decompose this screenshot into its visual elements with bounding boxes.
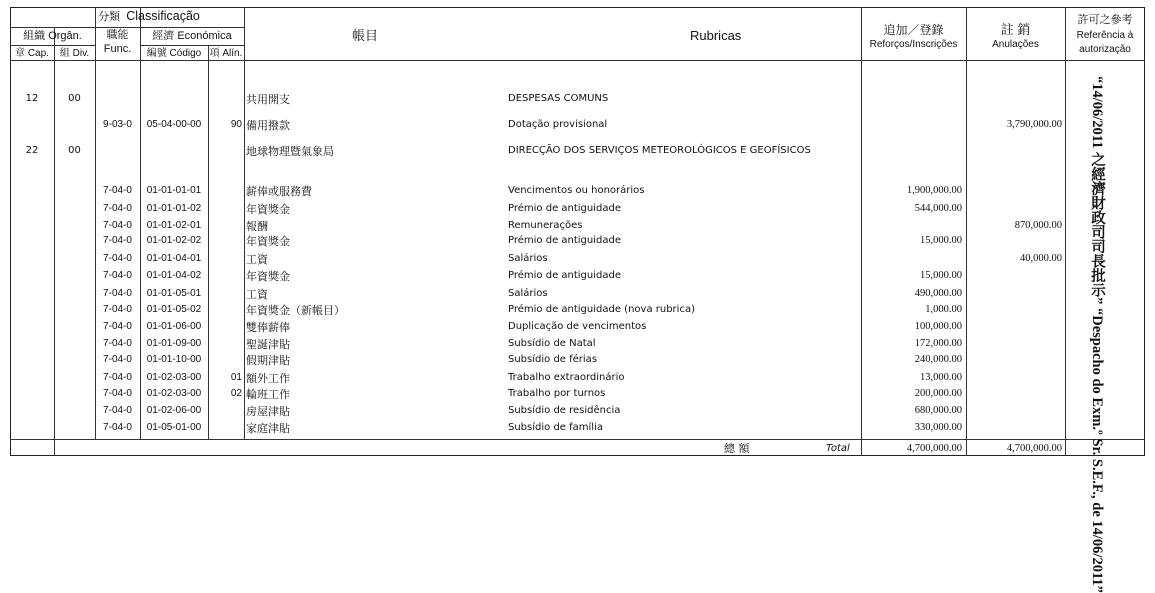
cell-func: 7-04-0 (103, 253, 132, 264)
header-codigo: 編號 Código (146, 48, 202, 59)
cell-codigo: 01-02-06-00 (146, 405, 202, 416)
header-anulacoes-pt: Anulações (992, 39, 1039, 50)
total-anulacao: 4,700,000.00 (1006, 443, 1062, 454)
cell-rubrica: Prémio de antiguidade (508, 235, 621, 246)
cell-alin: 01 (230, 372, 242, 383)
cell-cap: 12 (25, 93, 39, 104)
cell-reforco: 200,000.00 (914, 388, 962, 399)
cell-conta-cn: 輪班工作 (246, 388, 290, 401)
cell-codigo: 01-01-09-00 (146, 338, 202, 349)
cell-codigo: 01-01-05-02 (146, 304, 202, 315)
cell-rubrica: Prémio de antiguidade (nova rubrica) (508, 304, 695, 315)
header-bottom-rule (10, 60, 1145, 61)
cell-codigo: 01-01-04-01 (146, 253, 202, 264)
cell-conta-cn: 家庭津貼 (246, 422, 290, 435)
cell-func: 7-04-0 (103, 405, 132, 416)
cell-rubrica: Subsídio de residência (508, 405, 621, 416)
cell-rubrica: Dotação provisional (508, 119, 608, 130)
cell-func: 7-04-0 (103, 203, 132, 214)
cell-func: 7-04-0 (103, 270, 132, 281)
cell-conta-cn: 假期津貼 (246, 354, 290, 367)
cell-reforco: 1,000.00 (925, 304, 962, 315)
cell-conta-cn: 工資 (246, 253, 268, 266)
header-organ: 組織 Orgân. (23, 30, 82, 42)
header-func-pt: Func. (103, 43, 132, 55)
header-rubricas: Rubricas (690, 28, 742, 43)
cell-conta-cn: 額外工作 (246, 372, 290, 385)
cell-conta-cn: 聖誕津貼 (246, 338, 290, 351)
header-rule-1 (10, 27, 244, 28)
cell-rubrica: Remunerações (508, 220, 583, 231)
cell-reforco: 15,000.00 (920, 235, 962, 246)
cell-rubrica: Subsídio de Natal (508, 338, 596, 349)
cell-conta-cn: 房屋津貼 (246, 405, 290, 418)
cell-rubrica: Vencimentos ou honorários (508, 185, 645, 196)
cell-codigo: 01-01-01-01 (146, 185, 202, 196)
cell-conta-cn: 年資獎金（新帳目） (246, 304, 345, 317)
cell-rubrica: Trabalho por turnos (508, 388, 606, 399)
total-label-cn: 總 額 (724, 442, 750, 455)
cell-codigo: 01-01-02-02 (146, 235, 202, 246)
divider-anulacao-ref (1065, 7, 1066, 456)
cell-alin: 02 (230, 388, 242, 399)
header-alin: 項 Alín. (209, 48, 243, 59)
header-ref-pt1: Referência à (1076, 30, 1134, 41)
header-cap: 章 Cap. (15, 48, 49, 59)
total-label-pt: Total (826, 443, 850, 454)
cell-reforco: 330,000.00 (914, 422, 962, 433)
header-rule-organ (10, 45, 95, 46)
cell-func: 7-04-0 (103, 422, 132, 433)
divider-cap-div (54, 27, 55, 456)
header-rule-econ (140, 45, 244, 46)
cell-func: 7-04-0 (103, 185, 132, 196)
cell-conta-cn: 雙俸薪俸 (246, 321, 290, 334)
header-ref-pt2: autorização (1079, 44, 1131, 55)
header-conta-cn: 帳目 (352, 28, 379, 43)
cell-func: 7-04-0 (103, 372, 132, 383)
cell-reforco: 490,000.00 (914, 288, 962, 299)
cell-conta-cn: 工資 (246, 288, 268, 301)
cell-anulacao: 3,790,000.00 (1006, 119, 1062, 130)
authorization-reference: “14/06/2011 之經濟財政司司長批示” “Despacho do Exm.º Sr. S.E.F., de 14/06/2011” (1089, 76, 1105, 593)
cell-codigo: 01-02-03-00 (146, 372, 202, 383)
cell-reforco: 13,000.00 (920, 372, 962, 383)
divider-pt-reforco (861, 7, 862, 456)
header-econ: 經濟 Económica (152, 30, 232, 42)
cell-codigo: 01-01-04-02 (146, 270, 202, 281)
cell-codigo: 01-01-06-00 (146, 321, 202, 332)
cell-reforco: 680,000.00 (914, 405, 962, 416)
cell-func: 7-04-0 (103, 288, 132, 299)
total-reforco: 4,700,000.00 (906, 443, 962, 454)
header-reforcos-pt: Reforços/Inscrições (869, 39, 958, 50)
cell-rubrica: DESPESAS COMUNS (508, 93, 609, 104)
header-div: 組 Div. (59, 48, 90, 59)
cell-reforco: 240,000.00 (914, 354, 962, 365)
cell-rubrica: Duplicação de vencimentos (508, 321, 647, 332)
cell-conta-cn: 薪俸或服務費 (246, 185, 312, 198)
cell-codigo: 01-01-01-02 (146, 203, 202, 214)
total-rule (10, 439, 1145, 440)
cell-anulacao: 40,000.00 (1020, 253, 1062, 264)
cell-codigo: 01-01-05-01 (146, 288, 202, 299)
cell-conta-cn: 年資獎金 (246, 203, 290, 216)
cell-rubrica: Salários (508, 253, 548, 264)
cell-func: 7-04-0 (103, 354, 132, 365)
cell-reforco: 15,000.00 (920, 270, 962, 281)
cell-conta-cn: 地球物理暨氣象局 (246, 145, 334, 158)
cell-func: 7-04-0 (103, 338, 132, 349)
cell-func: 7-04-0 (103, 304, 132, 315)
cell-rubrica: Prémio de antiguidade (508, 203, 621, 214)
cell-func: 7-04-0 (103, 220, 132, 231)
header-classificacao: 分類 Classificação (98, 9, 200, 23)
header-reforcos-cn: 追加／登錄 (883, 23, 944, 37)
cell-codigo: 01-02-03-00 (146, 388, 202, 399)
cell-rubrica: DIRECÇÃO DOS SERVIÇOS METEOROLÓGICOS E GEOFÍSICOS (508, 145, 811, 156)
cell-rubrica: Subsídio de família (508, 422, 603, 433)
cell-conta-cn: 備用撥款 (246, 119, 290, 132)
cell-reforco: 172,000.00 (914, 338, 962, 349)
cell-func: 7-04-0 (103, 388, 132, 399)
cell-codigo: 01-01-10-00 (146, 354, 202, 365)
cell-anulacao: 870,000.00 (1014, 220, 1062, 231)
cell-func: 7-04-0 (103, 235, 132, 246)
divider-alin-cn (244, 7, 245, 439)
cell-codigo: 01-01-02-01 (146, 220, 202, 231)
cell-func: 9-03-0 (103, 119, 132, 130)
cell-conta-cn: 年資獎金 (246, 235, 290, 248)
cell-codigo: 01-05-01-00 (146, 422, 202, 433)
header-anulacoes-cn: 註 銷 (1000, 22, 1031, 37)
cell-conta-cn: 共用開支 (246, 93, 290, 106)
divider-reforco-anulacao (966, 7, 967, 456)
cell-reforco: 1,900,000.00 (906, 185, 962, 196)
cell-conta-cn: 報酬 (246, 220, 268, 233)
cell-div: 00 (68, 93, 81, 104)
cell-reforco: 544,000.00 (914, 203, 962, 214)
cell-conta-cn: 年資獎金 (246, 270, 290, 283)
header-func-cn: 職能 (106, 29, 129, 41)
cell-rubrica: Salários (508, 288, 548, 299)
cell-func: 7-04-0 (103, 321, 132, 332)
cell-rubrica: Prémio de antiguidade (508, 270, 621, 281)
cell-div: 00 (68, 145, 81, 156)
cell-rubrica: Subsídio de férias (508, 354, 598, 365)
cell-rubrica: Trabalho extraordinário (508, 372, 625, 383)
cell-cap: 22 (25, 145, 39, 156)
cell-codigo: 05-04-00-00 (146, 119, 202, 130)
cell-reforco: 100,000.00 (914, 321, 962, 332)
cell-alin: 90 (230, 119, 242, 130)
header-ref-cn: 許可之參考 (1077, 14, 1133, 26)
